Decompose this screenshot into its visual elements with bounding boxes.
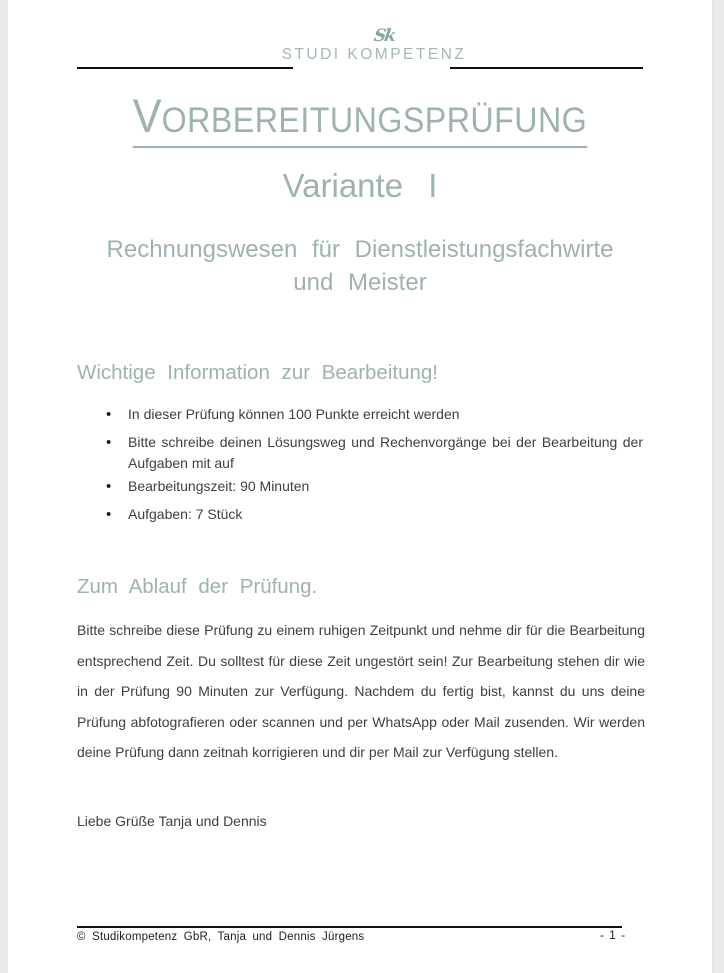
section-heading-info: Wichtige Information zur Bearbeitung! — [77, 361, 438, 384]
footer-copyright: © Studikompetenz GbR, Tanja und Dennis Jürgens — [77, 931, 365, 943]
list-item: • Bearbeitungszeit: 90 Minuten — [98, 476, 643, 497]
section-heading-ablauf: Zum Ablauf der Prüfung. — [77, 575, 318, 598]
logo-sk-icon: Sk — [372, 26, 396, 46]
list-item: • Aufgaben: 7 Stück — [98, 504, 643, 525]
course-title-line1: Rechnungswesen für Dienstleistungsfachwirte — [106, 236, 614, 263]
title-initial: V — [132, 89, 162, 142]
document-page — [8, 0, 713, 973]
page-number: - 1 - — [599, 928, 627, 942]
info-bullet-list — [98, 404, 643, 532]
variant-subtitle: Variante I — [282, 167, 438, 204]
closing-greeting: Liebe Grüße Tanja und Dennis — [77, 813, 267, 829]
footer-rule — [77, 926, 622, 928]
course-title — [8, 233, 712, 299]
course-title-line2: und Meister — [293, 269, 427, 296]
ablauf-paragraph: Bitte schreibe diese Prüfung zu einem ruhigen Zeitpunkt und nehme dir für die Bearbeitung entsprechend Zeit. Du solltest für diese Zeit ungestört sein! Zur Bearbeitung stehen dir wie in der Prüfung 90 Minuten zur Verfügung. Nachdem du fertig bist, kannst du uns deine Prüfung abfotografieren oder scannen und per WhatsApp oder Mail zusenden. Wir werden deine Prüfung dann zeitnah korrigieren und dir per Mail zur Verfügung stellen. — [77, 622, 645, 760]
title-rest: ORBEREITUNGSPRÜFUNG — [161, 101, 588, 140]
header-rule-right — [450, 67, 643, 69]
list-item: • Bitte schreibe deinen Lösungsweg und Rechenvorgänge bei der Bearbeitung der Aufgaben mit auf — [98, 432, 643, 474]
document-title-underline — [132, 89, 588, 148]
list-item: • In dieser Prüfung können 100 Punkte erreicht werden — [98, 404, 643, 425]
logo-wordmark: STUDI KOMPETENZ — [281, 46, 467, 63]
document-title — [8, 89, 712, 148]
header-rule-left — [77, 67, 293, 69]
